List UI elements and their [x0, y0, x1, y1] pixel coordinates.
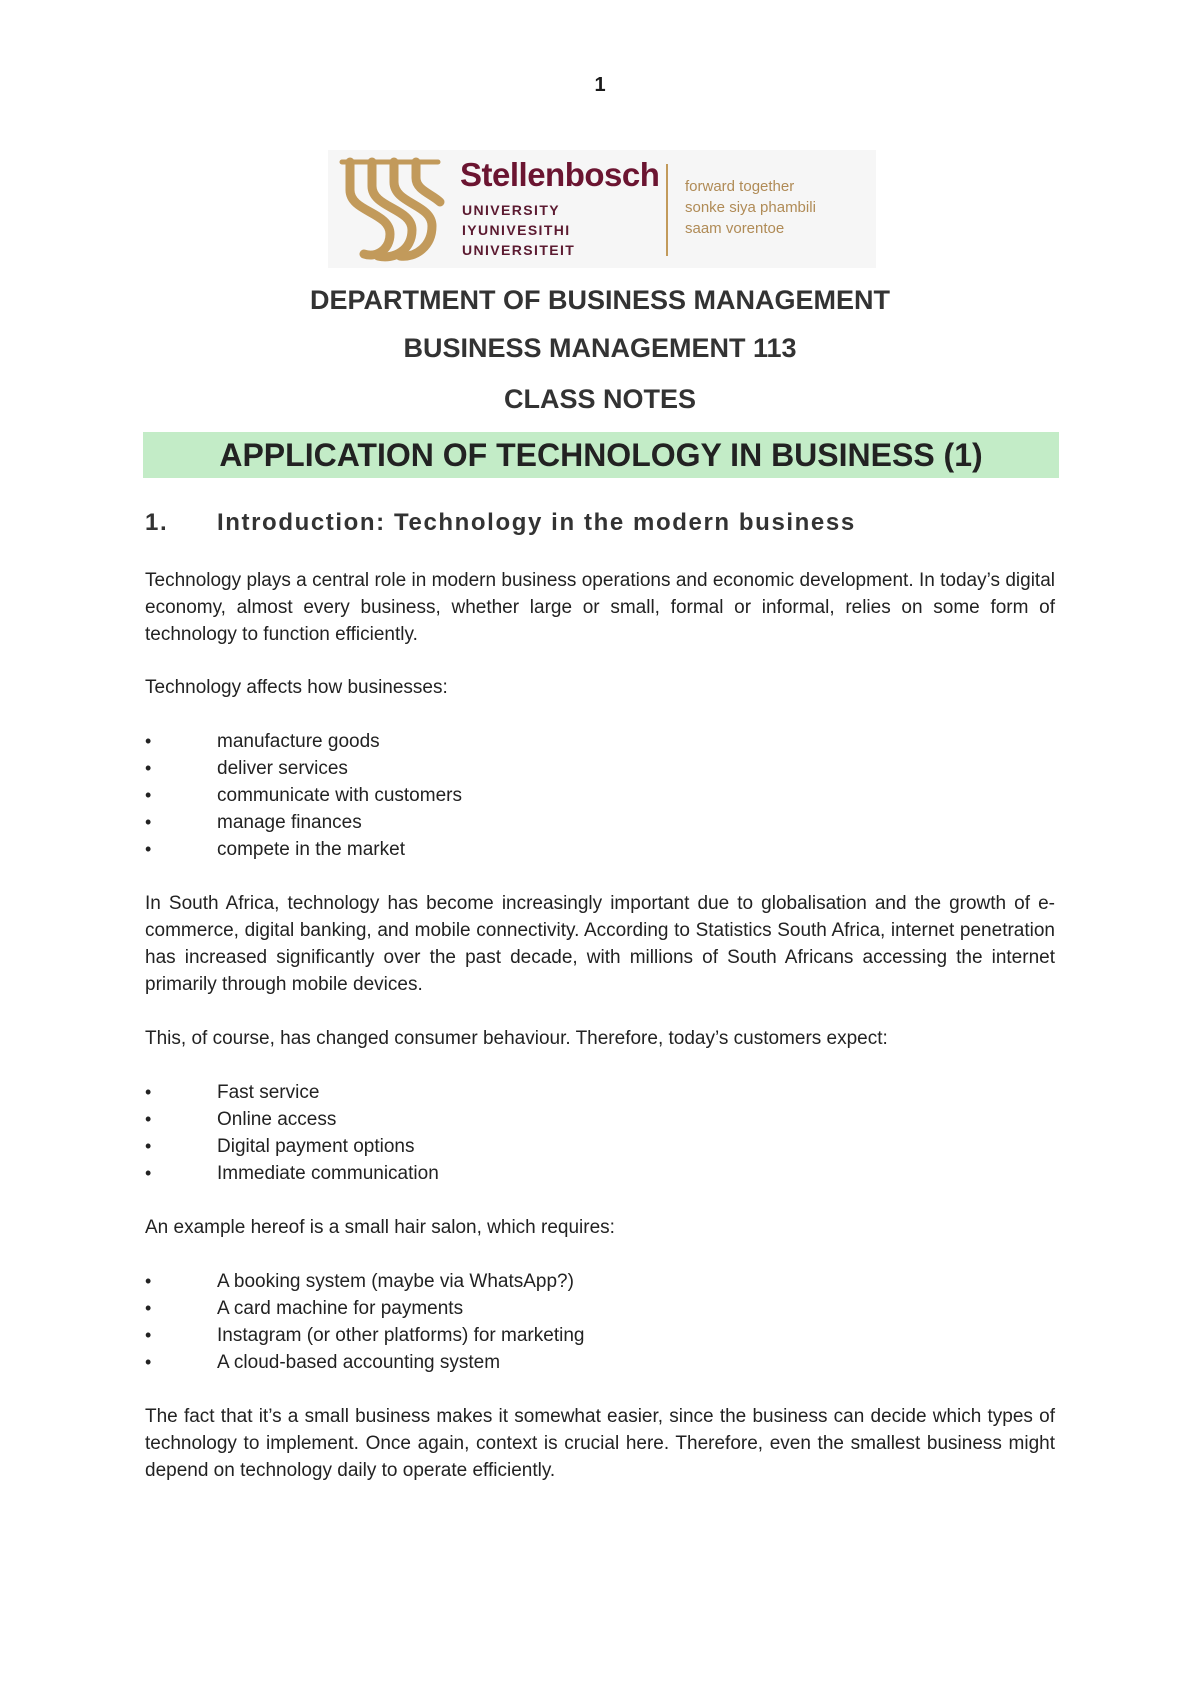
university-crest-icon [328, 150, 458, 268]
consumer-behaviour-paragraph: This, of course, has changed consumer behaviour. Therefore, today’s customers expect: [145, 1028, 888, 1049]
list-item: • A booking system (maybe via WhatsApp?) [145, 1271, 574, 1292]
business-activities-list [145, 728, 462, 863]
logo-sub-english: UNIVERSITY [462, 202, 561, 218]
conclusion-paragraph: The fact that it’s a small business makes it somewhat easier, since the business can decide which types of technology to implement. Once again, context is crucial here. Therefore, even the smallest business might depend on technology daily to operate efficiently. [145, 1406, 1055, 1481]
section-number: 1. [145, 509, 169, 536]
section-heading [145, 509, 856, 537]
list-item: • deliver services [145, 758, 348, 779]
list-item: • Digital payment options [145, 1136, 415, 1157]
department-heading: DEPARTMENT OF BUSINESS MANAGEMENT [309, 285, 890, 315]
list-item: • manage finances [145, 812, 362, 833]
page-number: 1 [594, 74, 606, 96]
logo-divider [666, 164, 668, 256]
logo-university-name: Stellenbosch [460, 156, 660, 193]
list-item: • Fast service [145, 1082, 320, 1103]
university-logo [328, 150, 876, 268]
hair-salon-requirements-list [145, 1268, 584, 1376]
list-item: • manufacture goods [145, 731, 380, 752]
list-item: • communicate with customers [145, 785, 462, 806]
logo-tagline-english: forward together [685, 178, 795, 195]
affects-paragraph: Technology affects how businesses: [145, 677, 448, 698]
logo-tagline-afrikaans: saam vorentoe [685, 220, 785, 237]
class-notes-heading: CLASS NOTES [503, 384, 697, 414]
topic-banner: APPLICATION OF TECHNOLOGY IN BUSINESS (1) [143, 432, 1059, 478]
logo-sub-xhosa: IYUNIVESITHI [462, 222, 571, 238]
list-item: • Online access [145, 1109, 337, 1130]
list-item: • A cloud-based accounting system [145, 1352, 501, 1373]
logo-sub-afrikaans: UNIVERSITEIT [462, 242, 576, 258]
list-item: • Instagram (or other platforms) for marketing [145, 1325, 585, 1346]
section-title: Introduction: Technology in the modern business [217, 509, 856, 536]
list-item: • Immediate communication [145, 1163, 439, 1184]
south-africa-paragraph: In South Africa, technology has become increasingly important due to globalisation and the growth of e-commerce, digital banking, and mobile connectivity. According to Statistics South Africa, internet penetration has increased significantly over the past decade, with millions of South Africans accessing the internet primarily through mobile devices. [145, 893, 1055, 995]
customer-expectations-list [145, 1079, 439, 1187]
hair-salon-paragraph: An example hereof is a small hair salon, which requires: [145, 1217, 615, 1238]
list-item: • A card machine for payments [145, 1298, 464, 1319]
logo-tagline-xhosa: sonke siya phambili [685, 199, 816, 216]
list-item: • compete in the market [145, 839, 405, 860]
course-heading: BUSINESS MANAGEMENT 113 [403, 333, 797, 363]
intro-paragraph: Technology plays a central role in modern business operations and economic development. In today’s digital economy, almost every business, whether large or small, formal or informal, relies on some form of technology to function efficiently. [145, 570, 1055, 645]
